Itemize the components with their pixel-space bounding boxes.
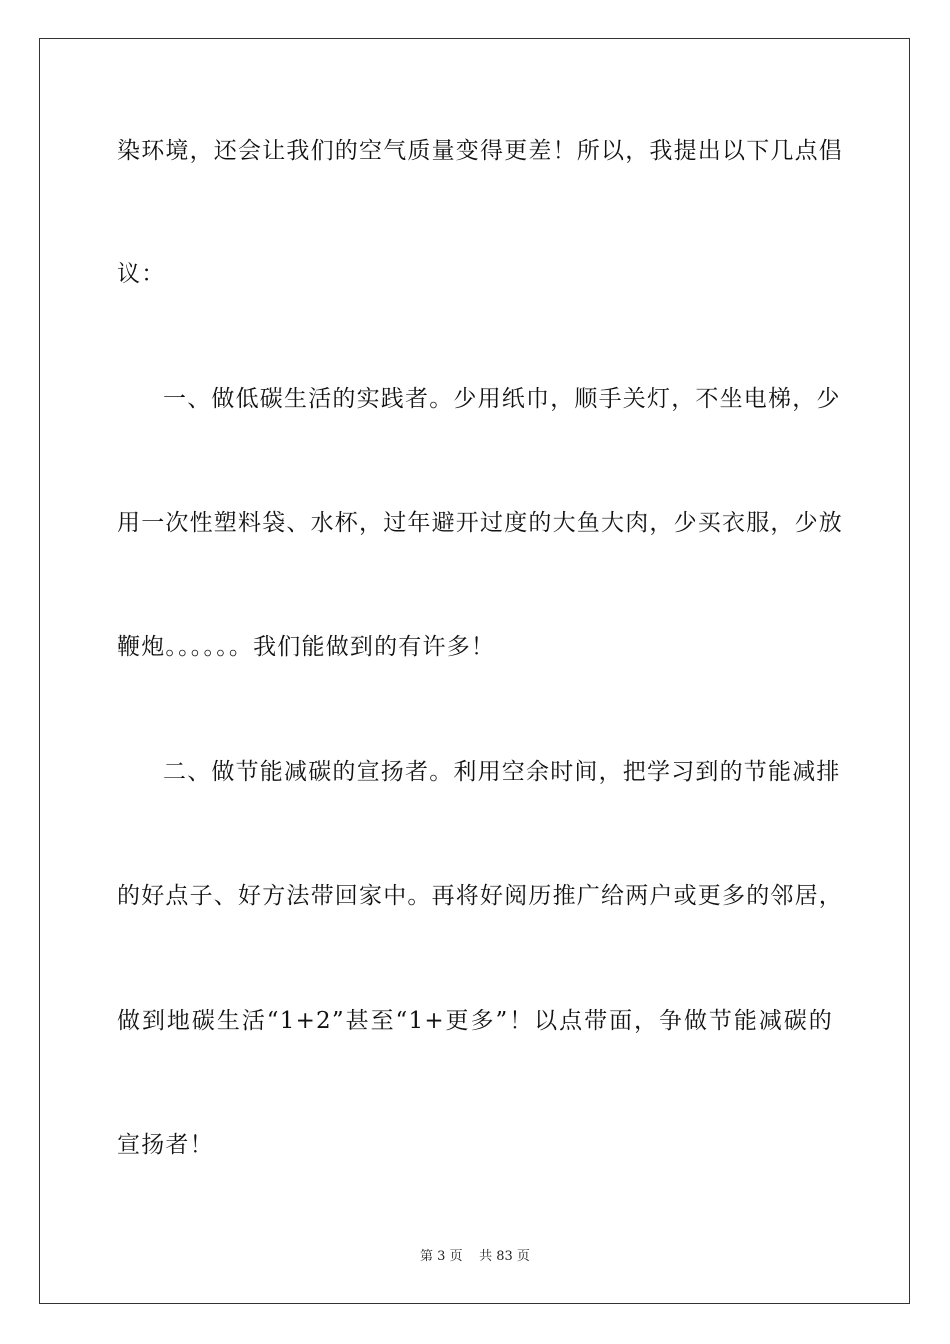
paragraph-line: 二、做节能减碳的宣扬者。利用空余时间，把学习到的节能减排 (163, 759, 841, 785)
page-footer (0, 1248, 950, 1266)
page-number: 第 3 页 (420, 1249, 463, 1264)
total-pages: 共 83 页 (479, 1249, 530, 1264)
paragraph-line: 的好点子、好方法带回家中。再将好阅历推广给两户或更多的邻居， (117, 883, 843, 909)
paragraph-line: 议： (117, 261, 166, 287)
paragraph-line: 一、做低碳生活的实践者。少用纸巾，顺手关灯，不坐电梯，少 (163, 386, 841, 412)
paragraph-line: 鞭炮。。。。。。我们能做到的有许多！ (117, 634, 496, 660)
paragraph-line: 染环境，还会让我们的空气质量变得更差！所以，我提出以下几点倡 (117, 138, 843, 164)
paragraph-line: 做到地碳生活“1+2”甚至“1+更多”！以点带面，争做节能减碳的 (117, 1008, 833, 1034)
page-frame (39, 38, 910, 1304)
paragraph-line: 宣扬者！ (117, 1132, 214, 1158)
paragraph-line: 用一次性塑料袋、水杯，过年避开过度的大鱼大肉，少买衣服，少放 (117, 510, 843, 536)
